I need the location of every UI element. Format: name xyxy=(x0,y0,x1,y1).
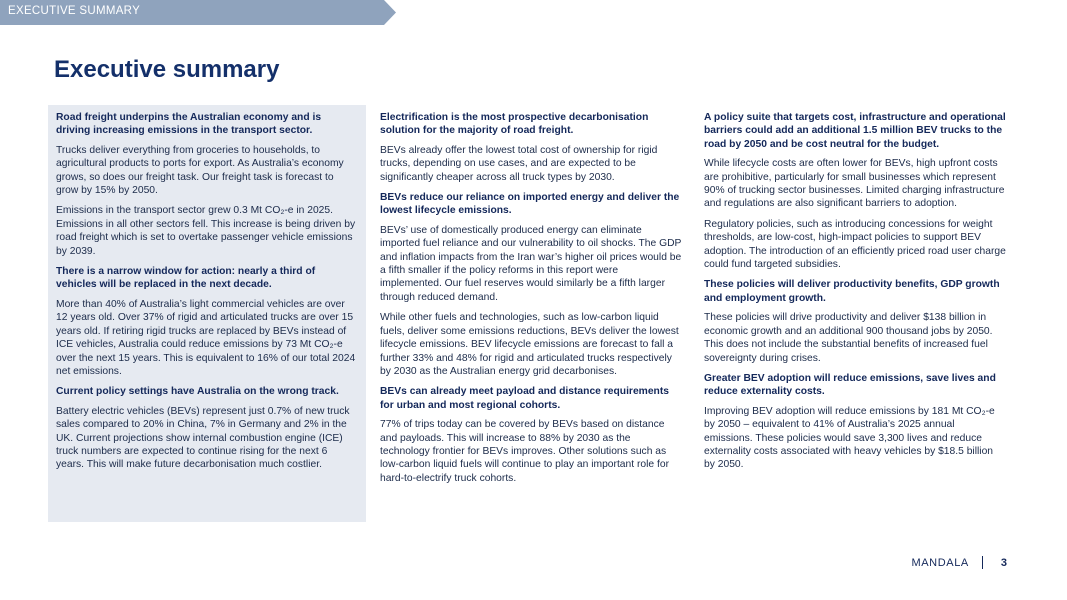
column-3-paragraph-1: While lifecycle costs are often lower for BEVs, high upfront costs are prohibitive, particularly for small businesses which represent 90% of trucking sector businesses. Limited charging infrastructure and regulations are also significant barriers to adoption. xyxy=(704,158,1005,210)
column-3-heading-3: Greater BEV adoption will reduce emissions, save lives and reduce externality costs. xyxy=(704,372,996,398)
column-2-heading-2: BEVs reduce our reliance on imported energy and deliver the lowest lifecycle emissions. xyxy=(380,192,680,217)
column-1-paragraph-3: More than 40% of Australia’s light commercial vehicles are over 12 years old. Over 37% of rigid and articulated trucks are over 15 years old. If retiring rigid trucks are replaced by BEVs instead of ICE vehicles, Australia could reduce emissions by 73 Mt CO₂-e over the next 15 years. This is equivalent to 16% of our total 2024 net emissions. xyxy=(56,298,356,377)
column-3-heading-2: These policies will deliver productivity benefits, GDP growth and employment growth. xyxy=(704,279,1000,304)
column-3-paragraph-4: Improving BEV adoption will reduce emissions by 181 Mt CO₂-e by 2050 – equivalent to 41% of Australia’s 2025 annual emissions. These policies would save 3,300 lives and reduce externality costs associated with heavy vehicles by $18.5 billion by 2050. xyxy=(704,405,995,471)
column-1-paragraph-1: Trucks deliver everything from groceries to households, to agricultural products to ports for export. As Australia’s economy grows, so does our freight task. Our freight task is forecast to grow by 15% by 2050. xyxy=(56,144,344,197)
column-2-paragraph-2: BEVs’ use of domestically produced energy can eliminate imported fuel reliance and our vulnerability to oil shocks. The GDP and inflation impacts from the Iran war’s higher oil prices would be a fifth smaller if the policy reforms in this report were implemented. Our fuel reserves would similarly be a fifth larger through reduced demand. xyxy=(380,224,682,303)
column-1-paragraph-2: Emissions in the transport sector grew 0.3 Mt CO₂-e in 2025. Emissions in all other sectors fell. This increase is being driven by road freight which is set to overtake passenger vehicle emissions by 2039. xyxy=(56,205,356,257)
summary-column-3 xyxy=(696,105,1014,479)
section-tab-label: EXECUTIVE SUMMARY xyxy=(8,5,141,17)
summary-column-2 xyxy=(372,105,690,492)
column-2-paragraph-3: While other fuels and technologies, such as low-carbon liquid fuels, deliver some emissions reductions, BEVs deliver the lowest lifecycle emissions. BEV lifecycle emissions are forecast to fall a further 33% and 48% for rigid and articulated trucks respectively by 2030 as the Australian energy grid decarbonises. xyxy=(380,312,679,377)
column-2-paragraph-4: 77% of trips today can be covered by BEVs based on distance and payloads. This will increase to 88% by 2030 as the technology frontier for BEVs improves. Other solutions such as low-carbon liquid fuels will continue to play an important role for hard-to-electrify truck cohorts. xyxy=(380,419,670,484)
column-1-heading-2: There is a narrow window for action: nearly a third of vehicles will be replaced in the next decade. xyxy=(56,266,316,291)
column-2-heading-3: BEVs can already meet payload and distance requirements for urban and most regional cohorts. xyxy=(380,386,669,411)
column-1-heading-3: Current policy settings have Australia on the wrong track. xyxy=(56,386,339,398)
page-footer xyxy=(911,556,1007,569)
page-title: Executive summary xyxy=(54,56,280,83)
column-1-paragraph-4: Battery electric vehicles (BEVs) represent just 0.7% of new truck sales compared to 20% in China, 7% in Germany and 2% in the UK. Current projections show internal combustion engine (ICE) truck numbers are expected to continue rising for the next 6 years. This will make future decarbonisation much costlier. xyxy=(56,405,350,471)
brand-name: MANDALA xyxy=(911,556,969,569)
column-3-paragraph-2: Regulatory policies, such as introducing concessions for weight thresholds, are low-cost, high-impact policies to support BEV adoption. The introduction of an efficiently priced road user charge could fund targeted subsidies. xyxy=(704,218,1006,271)
section-tab xyxy=(0,0,396,25)
column-1-heading-1: Road freight underpins the Australian economy and is driving increasing emissions in the transport sector. xyxy=(56,112,322,137)
column-3-heading-1: A policy suite that targets cost, infrastructure and operational barriers could add an additional 1.5 million BEV trucks to the road by 2050 and be cost neutral for the budget. xyxy=(704,112,1006,150)
footer-divider xyxy=(982,556,983,569)
column-2-heading-1: Electrification is the most prospective decarbonisation solution for the majority of road freight. xyxy=(380,112,649,137)
column-3-paragraph-3: These policies will drive productivity and deliver $138 billion in economic growth and an additional 900 thousand jobs by 2050. This does not include the substantial benefits of increased fuel sovereignty during crises. xyxy=(704,312,993,364)
summary-column-1 xyxy=(48,105,366,522)
page-number: 3 xyxy=(1000,556,1007,569)
column-2-paragraph-1: BEVs already offer the lowest total cost of ownership for rigid trucks, depending on use cases, and are expected to be significantly cheaper across all truck types by 2030. xyxy=(380,144,658,183)
